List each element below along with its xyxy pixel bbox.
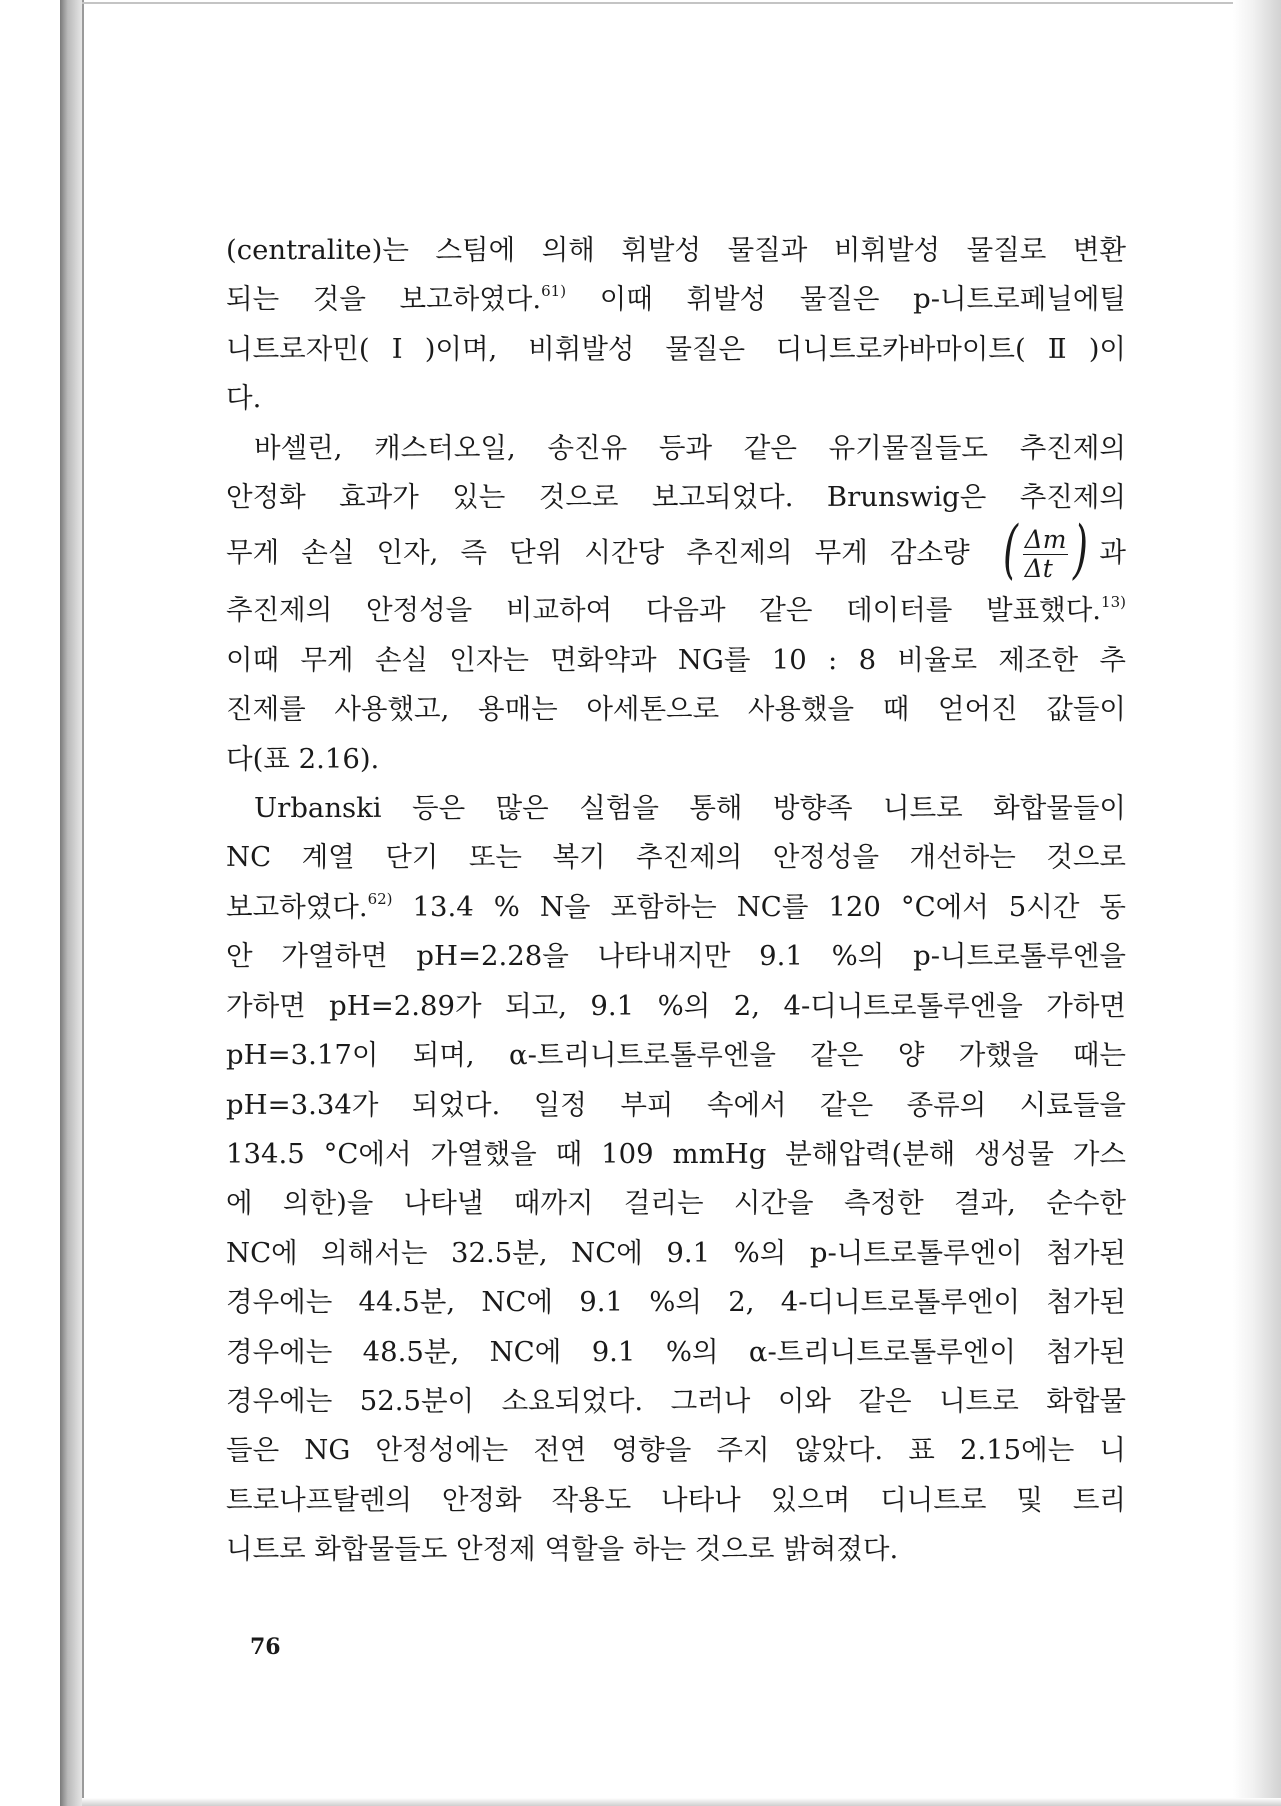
text-line: 다. <box>226 382 262 415</box>
fraction-numerator: Δm <box>1024 524 1067 554</box>
text-line: 경우에는 48.5분, NC에 9.1 %의 α-트리니트로톨루엔이 첨가된 <box>226 1335 1126 1368</box>
text-line: 들은 NG 안정성에는 전연 영향을 주지 않았다. 표 2.15에는 니 <box>226 1434 1126 1467</box>
text-line: pH=3.17이 되며, α-트리니트로톨루엔을 같은 양 가했을 때는 <box>226 1039 1126 1072</box>
text-line: NC에 의해서는 32.5분, NC에 9.1 %의 p-니트로톨루엔이 첨가된 <box>226 1236 1126 1269</box>
body-text <box>226 226 1126 1575</box>
text-line <box>226 275 1126 324</box>
page-shade-right <box>1233 0 1281 1806</box>
text-line: 진제를 사용했고, 용매는 아세톤으로 사용했을 때 얻어진 값들이 <box>226 693 1126 726</box>
paragraph-2 <box>226 424 1126 784</box>
text-line: 트로나프탈렌의 안정화 작용도 나타나 있으며 디니트로 및 트리 <box>226 1483 1126 1516</box>
text-span: 과 <box>1099 536 1126 569</box>
right-paren: ) <box>1073 513 1089 588</box>
page-top-border <box>82 2 1281 4</box>
text-span: 이때 휘발성 물질은 p-니트로페닐에틸 <box>566 283 1126 316</box>
text-line: 바셀린, 캐스터오일, 송진유 등과 같은 유기물질들도 추진제의 <box>254 431 1126 464</box>
text-line <box>226 883 1126 932</box>
page-edge-left <box>60 0 82 1806</box>
text-line <box>226 586 1126 635</box>
text-line: 경우에는 52.5분이 소요되었다. 그러나 이와 같은 니트로 화합물 <box>226 1384 1126 1417</box>
text-span: 추진제의 안정성을 비교하여 다음과 같은 데이터를 발표했다. <box>226 594 1102 627</box>
page-number: 76 <box>250 1634 281 1660</box>
text-line: NC 계열 단기 또는 복기 추진제의 안정성을 개선하는 것으로 <box>226 841 1126 874</box>
text-line: 가하면 pH=2.89가 되고, 9.1 %의 2, 4-디니트로톨루엔을 가하면 <box>226 989 1126 1022</box>
text-span: 무게 손실 인자, 즉 단위 시간당 추진제의 무게 감소량 <box>226 536 970 569</box>
text-line: Urbanski 등은 많은 실험을 통해 방향족 니트로 화합물들이 <box>254 792 1126 825</box>
page-edge-line <box>82 0 84 1806</box>
text-line: 경우에는 44.5분, NC에 9.1 %의 2, 4-디니트로톨루엔이 첨가된 <box>226 1286 1126 1319</box>
fraction-denominator: Δt <box>1024 553 1053 583</box>
text-line: 안정화 효과가 있는 것으로 보고되었다. Brunswig은 추진제의 <box>226 481 1126 514</box>
page-bottom-edge <box>82 1798 1281 1806</box>
text-span: 되는 것을 보고하였다. <box>226 283 542 316</box>
text-line: 에 의한)을 나타낼 때까지 걸리는 시간을 측정한 결과, 순수한 <box>226 1187 1126 1220</box>
paragraph-3 <box>226 784 1126 1575</box>
fraction-delta-m-over-delta-t <box>998 513 1094 588</box>
text-line: 134.5 °C에서 가열했을 때 109 mmHg 분해압력(분해 생성물 가스 <box>226 1137 1126 1170</box>
text-line: 이때 무게 손실 인자는 면화약과 NG를 10 : 8 비율로 제조한 추 <box>226 643 1126 676</box>
text-line: 안 가열하면 pH=2.28을 나타내지만 9.1 %의 p-니트로톨루엔을 <box>226 940 1126 973</box>
paragraph-1 <box>226 226 1126 424</box>
fraction-body <box>1023 526 1069 583</box>
text-line <box>226 513 1126 588</box>
text-span: 보고하였다. <box>226 890 368 923</box>
text-line: 니트로 화합물들도 안정제 역할을 하는 것으로 밝혀졌다. <box>226 1533 899 1566</box>
reference-superscript: 62) <box>367 889 393 908</box>
text-line: pH=3.34가 되었다. 일정 부피 속에서 같은 종류의 시료들을 <box>226 1088 1126 1121</box>
left-paren: ( <box>1002 513 1018 588</box>
text-line: 니트로자민(Ⅰ)이며, 비휘발성 물질은 디니트로카바마이트(Ⅱ)이 <box>226 332 1126 365</box>
reference-superscript: 61) <box>541 282 567 301</box>
reference-superscript: 13) <box>1101 593 1126 612</box>
text-span: 13.4 % N을 포함하는 NC를 120 °C에서 5시간 동 <box>392 890 1126 923</box>
text-line: (centralite)는 스팀에 의해 휘발성 물질과 비휘발성 물질로 변환 <box>226 234 1126 266</box>
text-line: 다(표 2.16). <box>226 742 380 775</box>
